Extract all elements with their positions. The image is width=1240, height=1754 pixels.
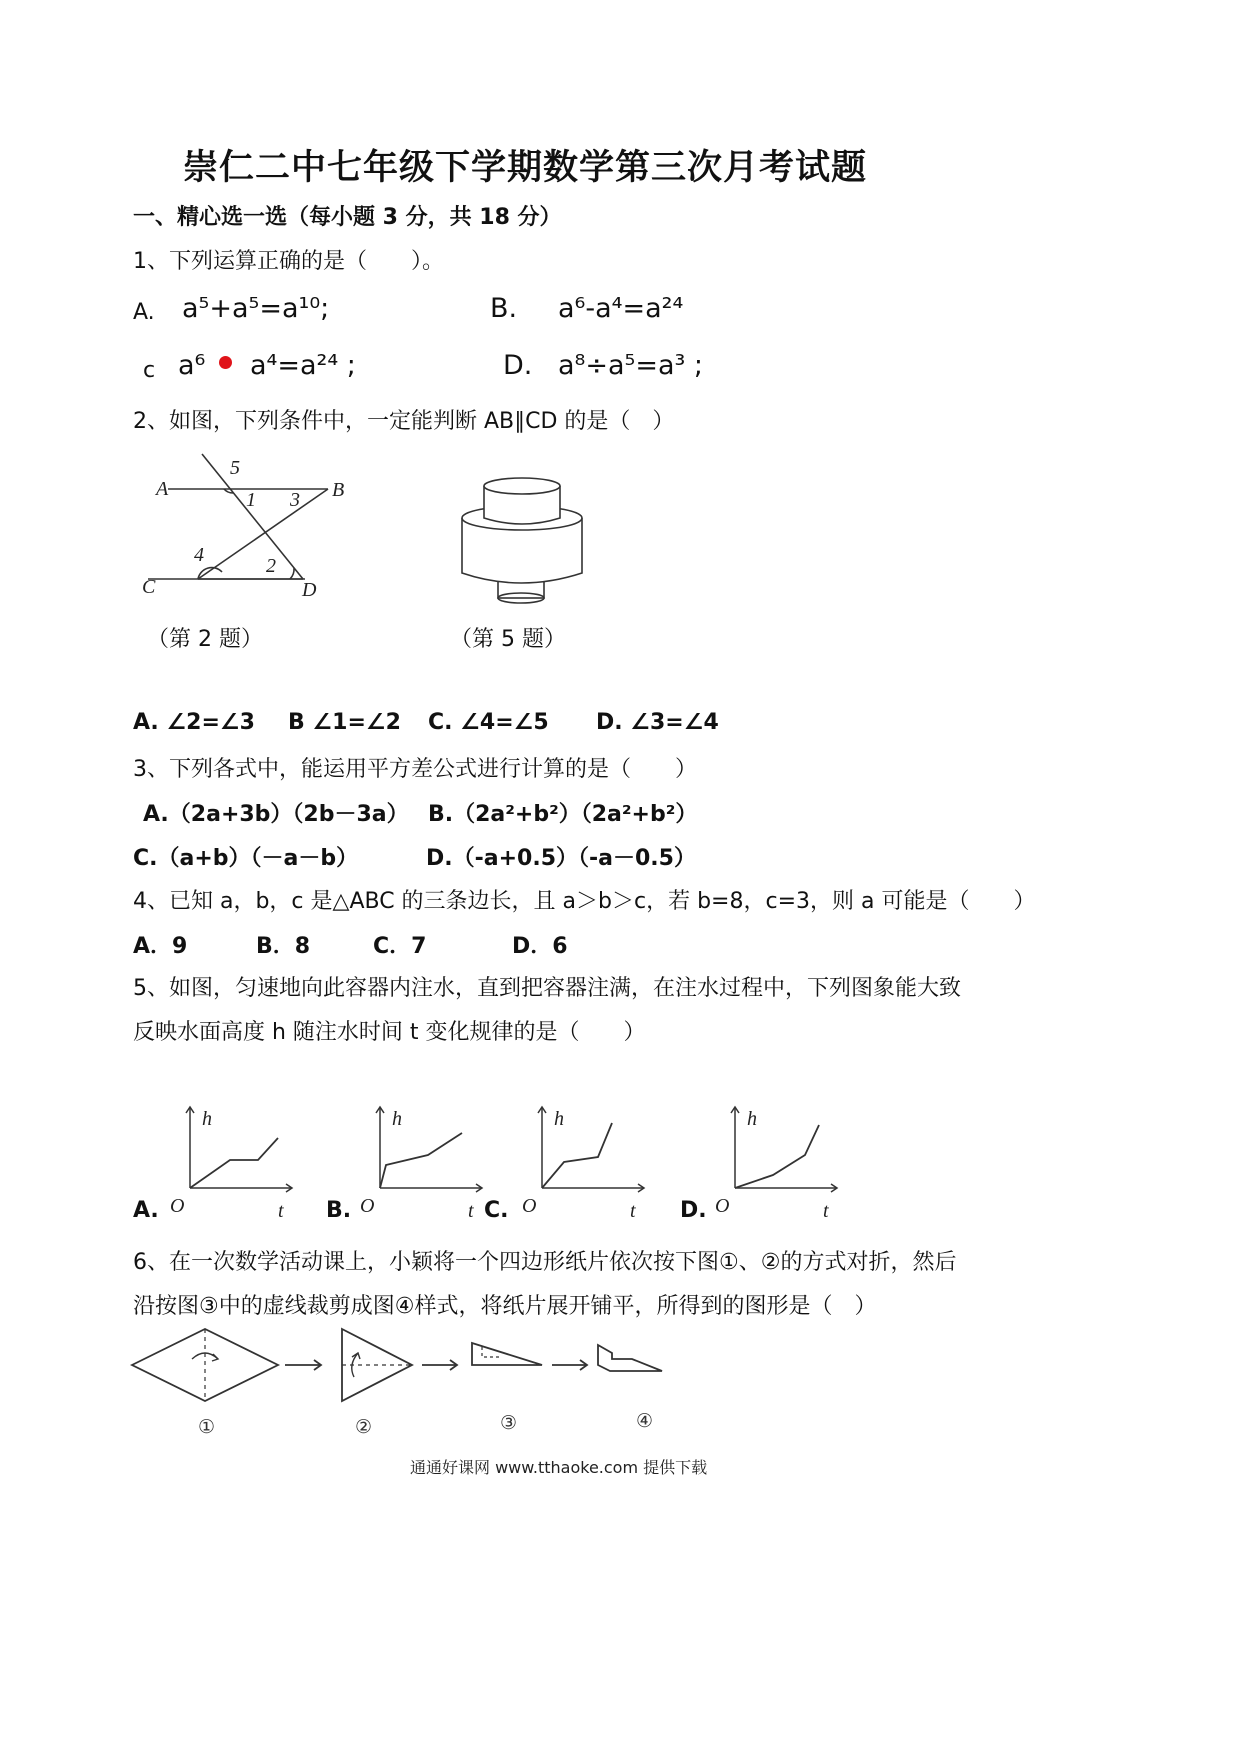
q5-option-c-label: C. xyxy=(484,1198,509,1223)
q5-figure-caption: （第 5 题） xyxy=(450,627,566,652)
section-heading: 一、精心选一选（每小题 3 分，共 18 分） xyxy=(133,205,562,230)
q4-option-a: A．9 xyxy=(133,934,188,959)
q1-option-d-expr: a⁸÷a⁵=a³ ; xyxy=(558,350,704,381)
label-angle-3: 3 xyxy=(290,489,300,511)
label-A: A xyxy=(156,478,169,500)
q1-option-d-label: D. xyxy=(503,350,533,381)
q4-option-d: D．6 xyxy=(512,934,568,959)
step-2-label: ② xyxy=(355,1416,373,1438)
q5-option-a-label: A. xyxy=(133,1198,159,1223)
q1-option-b-label: B. xyxy=(490,293,518,324)
q6-stem-line1: 6、在一次数学活动课上，小颖将一个四边形纸片依次按下图①、②的方式对折，然后 xyxy=(133,1250,957,1275)
q2-option-a: A. ∠2=∠3 xyxy=(133,710,255,735)
svg-text:O: O xyxy=(170,1195,185,1217)
q3-stem: 3、下列各式中，能运用平方差公式进行计算的是（ ） xyxy=(133,757,697,782)
q5-option-d-label: D. xyxy=(680,1198,707,1223)
q1-stem: 1、下列运算正确的是（ ）。 xyxy=(133,249,444,274)
svg-text:O: O xyxy=(360,1195,375,1217)
page-title: 崇仁二中七年级下学期数学第三次月考试题 xyxy=(183,147,868,188)
q6-stem-line2: 沿按图③中的虚线裁剪成图④样式，将纸片展开铺平，所得到的图形是（ ） xyxy=(133,1294,877,1319)
svg-text:h: h xyxy=(202,1108,212,1130)
q5-stem-line2: 反映水面高度 h 随注水时间 t 变化规律的是（ ） xyxy=(133,1020,646,1045)
red-dot-icon xyxy=(219,356,232,369)
q5-stem-line1: 5、如图，匀速地向此容器内注水，直到把容器注满，在注水过程中，下列图象能大致 xyxy=(133,976,961,1001)
step-1-label: ① xyxy=(198,1416,216,1438)
svg-text:O: O xyxy=(522,1195,537,1217)
q1-option-b-expr: a⁶-a⁴=a²⁴ xyxy=(558,293,684,324)
q2-option-d: D. ∠3=∠4 xyxy=(596,710,719,735)
q2-parallel-lines-figure xyxy=(140,448,370,608)
q3-option-d: D.（-a+0.5）（-a－0.5） xyxy=(426,846,696,871)
label-angle-2: 2 xyxy=(266,555,276,577)
q2-figure-caption: （第 2 题） xyxy=(147,627,263,652)
svg-text:t: t xyxy=(630,1200,636,1222)
q2-option-b: B ∠1=∠2 xyxy=(288,710,401,735)
q1-option-a-expr: a⁵+a⁵=a¹⁰; xyxy=(182,293,330,324)
label-C: C xyxy=(142,576,156,598)
q4-option-b: B．8 xyxy=(256,934,311,959)
q1-option-c-right: a⁴=a²⁴ ; xyxy=(250,350,356,381)
q5-graph-b xyxy=(358,1105,488,1220)
diagonal-bd-line xyxy=(198,489,328,579)
label-D: D xyxy=(302,579,317,601)
q5-option-b-label: B. xyxy=(326,1198,352,1223)
step4-shape xyxy=(598,1345,662,1371)
q5-graph-c xyxy=(520,1105,650,1220)
q5-graph-a xyxy=(168,1105,298,1220)
q2-option-c: C. ∠4=∠5 xyxy=(428,710,549,735)
svg-text:t: t xyxy=(468,1200,474,1222)
svg-text:h: h xyxy=(554,1108,564,1130)
q3-option-a: A.（2a+3b）（2b－3a） xyxy=(143,802,409,827)
svg-text:t: t xyxy=(278,1200,284,1222)
footer-text: 通通好课网 www.tthaoke.com 提供下载 xyxy=(410,1458,708,1477)
q1-option-c-left: a⁶ xyxy=(178,350,206,381)
label-angle-5: 5 xyxy=(230,457,240,479)
q3-option-b: B.（2a²+b²）（2a²+b²） xyxy=(428,802,698,827)
q5-container-figure xyxy=(458,478,598,618)
label-angle-4: 4 xyxy=(194,544,204,566)
q4-option-c: C．7 xyxy=(373,934,427,959)
step-3-label: ③ xyxy=(500,1412,518,1434)
step-4-label: ④ xyxy=(636,1410,654,1432)
q4-stem: 4、已知 a，b，c 是△ABC 的三条边长，且 a＞b＞c，若 b=8，c=3，则 a 可能是（ ） xyxy=(133,889,1036,914)
label-angle-1: 1 xyxy=(246,489,256,511)
svg-text:h: h xyxy=(747,1108,757,1130)
svg-text:t: t xyxy=(823,1200,829,1222)
label-B: B xyxy=(332,479,345,501)
q6-folding-steps-figure xyxy=(130,1325,690,1445)
svg-text:O: O xyxy=(715,1195,730,1217)
svg-text:h: h xyxy=(392,1108,402,1130)
q1-option-c-label: c xyxy=(143,358,156,383)
q2-stem: 2、如图，下列条件中，一定能判断 AB∥CD 的是（ ） xyxy=(133,409,675,434)
q1-option-a-label: A. xyxy=(133,300,155,325)
q3-option-c: C.（a+b）（－a－b） xyxy=(133,846,359,871)
q5-graph-d xyxy=(713,1105,843,1220)
